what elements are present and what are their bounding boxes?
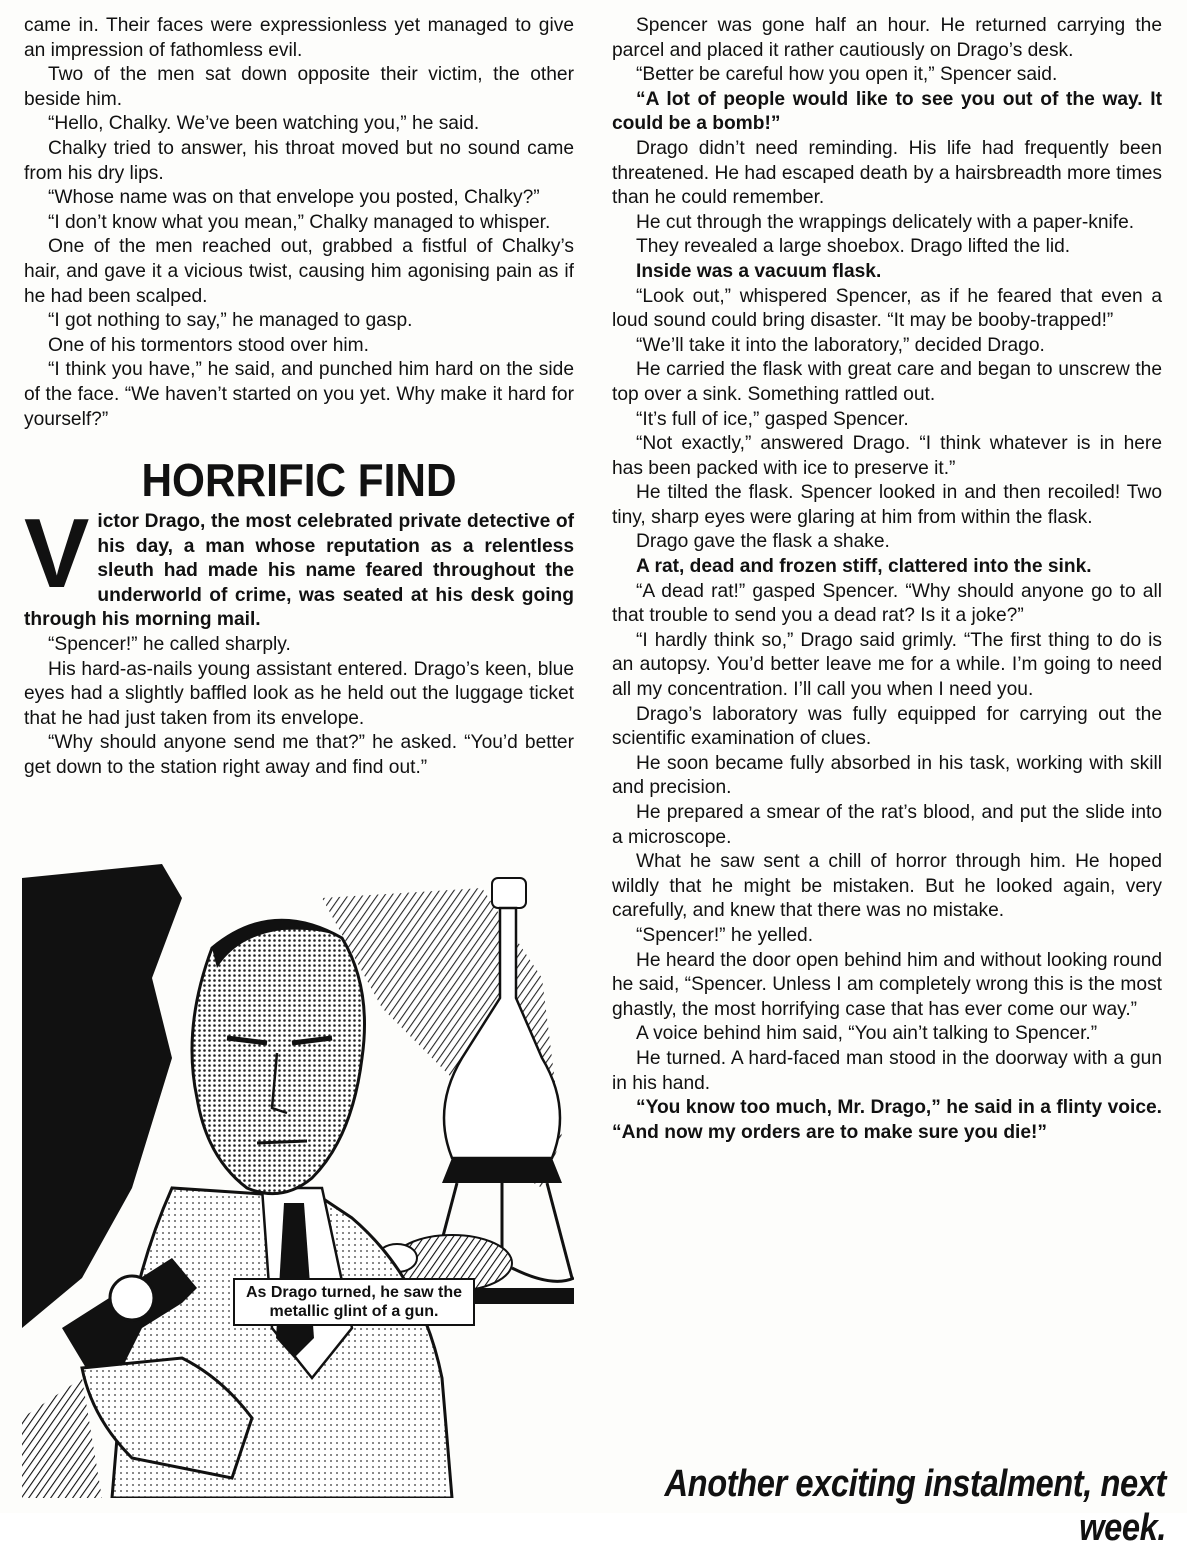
story-illustration — [22, 858, 574, 1498]
story-paragraph: He cut through the wrappings delicately with a paper-knife. — [636, 211, 1135, 233]
story-paragraph: He carried the flask with great care and began to unscrew the top over a sink. Something rattled out. — [612, 359, 1162, 405]
story-paragraph: He prepared a smear of the rat’s blood, and put the slide into a microscope. — [612, 802, 1162, 848]
story-paragraph: “I don’t know what you mean,” Chalky managed to whisper. — [48, 211, 551, 233]
story-paragraph: One of the men reached out, grabbed a fistful of Chalky’s hair, and gave it a vicious twist, causing him agonising pain as if he had been scalped. — [24, 236, 574, 307]
story-paragraph: What he saw sent a chill of horror through him. He hoped wildly that he might be mistaken. But he looked again, very carefully, and knew that there was no mistake. — [612, 851, 1162, 922]
story-paragraph: His hard-as-nails young assistant entered. Drago’s keen, blue eyes had a slightly baffled look as he held out the luggage ticket that he had just taken from its envelope. — [24, 658, 574, 729]
story-paragraph: “It’s full of ice,” gasped Spencer. — [636, 408, 909, 430]
story-paragraph: Chalky tried to answer, his throat moved but no sound came from his dry lips. — [24, 137, 574, 184]
story-paragraph: “A dead rat!” gasped Spencer. “Why should anyone go to all that trouble to send you a dead rat? Is it a joke?” — [612, 580, 1162, 627]
story-paragraph: A voice behind him said, “You ain’t talking to Spencer.” — [636, 1023, 1098, 1045]
lead-text: ictor Drago, the most celebrated private detective of his day, a man whose reputation as a relentless sleuth had made his name feared throughout the underworld of crime, was seated at his desk going through his morning mail. — [24, 511, 574, 631]
story-paragraph: He heard the door open behind him and without looking round he said, “Spencer. Unless I am completely wrong this is the most ghastly, the most horrifying case that has ever come our way.” — [612, 949, 1162, 1020]
story-paragraph: He soon became fully absorbed in his task, working with skill and precision. — [612, 752, 1162, 799]
story-paragraph: “You know too much, Mr. Drago,” he said in a flinty voice. “And now my orders are to make sure you die!” — [612, 1097, 1162, 1143]
story-paragraph: “Whose name was on that envelope you posted, Chalky?” — [48, 187, 540, 209]
story-paragraph: He turned. A hard-faced man stood in the doorway with a gun in his hand. — [612, 1047, 1162, 1094]
story-paragraph: One of his tormentors stood over him. — [48, 334, 369, 356]
story-paragraph: “Look out,” whispered Spencer, as if he feared that even a loud sound could bring disaster. “It may be booby-trapped!” — [612, 285, 1162, 332]
next-week-banner: Another exciting instalment, next week. — [664, 1463, 1166, 1549]
lead-paragraph — [24, 498, 574, 633]
illustration-caption: As Drago turned, he saw the metallic glint of a gun. — [233, 1278, 475, 1326]
story-paragraph: “I hardly think so,” Drago said grimly. “The first thing to do is an autopsy. You’d better leave me for a while. I’m going to need all my concentration. I’ll call you when I need you. — [612, 629, 1162, 701]
story-paragraph: came in. Their faces were expressionless yet managed to give an impression of fathomless evil. — [24, 15, 574, 61]
story-paragraph: They revealed a large shoebox. Drago lifted the lid. — [636, 236, 1071, 258]
story-paragraph: Drago’s laboratory was fully equipped for carrying out the scientific examination of clues. — [612, 703, 1162, 750]
section-heading: HORRIFIC FIND — [141, 454, 457, 507]
story-paragraph: Two of the men sat down opposite their victim, the other beside him. — [24, 64, 574, 110]
story-paragraph: “I got nothing to say,” he managed to gasp. — [48, 310, 413, 332]
story-paragraph: “A lot of people would like to see you out of the way. It could be a bomb!” — [612, 88, 1162, 135]
story-paragraph: “We’ll take it into the laboratory,” decided Drago. — [636, 334, 1045, 356]
story-paragraph: “Spencer!” he yelled. — [636, 924, 814, 946]
story-paragraph: “Why should anyone send me that?” he asked. “You’d better get down to the station right away and find out.” — [24, 732, 574, 779]
story-paragraph: Drago didn’t need reminding. His life had frequently been threatened. He had escaped death by a hairsbreadth more times than he could remember. — [612, 137, 1162, 209]
left-column — [24, 14, 574, 781]
right-column — [612, 14, 1162, 1145]
story-paragraph: “I think you have,” he said, and punched him hard on the side of the face. “We haven’t started on you yet. Why make it hard for yourself?” — [24, 359, 574, 430]
story-paragraph: “Spencer!” he called sharply. — [48, 634, 291, 656]
story-paragraph: Inside was a vacuum flask. — [636, 260, 882, 282]
story-paragraph: “Better be careful how you open it,” Spencer said. — [636, 64, 1058, 86]
story-paragraph: “Hello, Chalky. We’ve been watching you,” he said. — [48, 113, 480, 135]
story-paragraph: A rat, dead and frozen stiff, clattered into the sink. — [636, 556, 1092, 578]
story-paragraph: Spencer was gone half an hour. He returned carrying the parcel and placed it rather cautiously on Drago’s desk. — [612, 15, 1162, 61]
drop-cap: V — [24, 498, 90, 609]
illustration-art — [22, 858, 574, 1498]
story-paragraph: “Not exactly,” answered Drago. “I think whatever is in here has been packed with ice to preserve it.” — [612, 433, 1162, 479]
story-paragraph: He tilted the flask. Spencer looked in and then recoiled! Two tiny, sharp eyes were glaring at him from within the flask. — [612, 482, 1162, 528]
story-paragraph: Drago gave the flask a shake. — [636, 531, 890, 553]
